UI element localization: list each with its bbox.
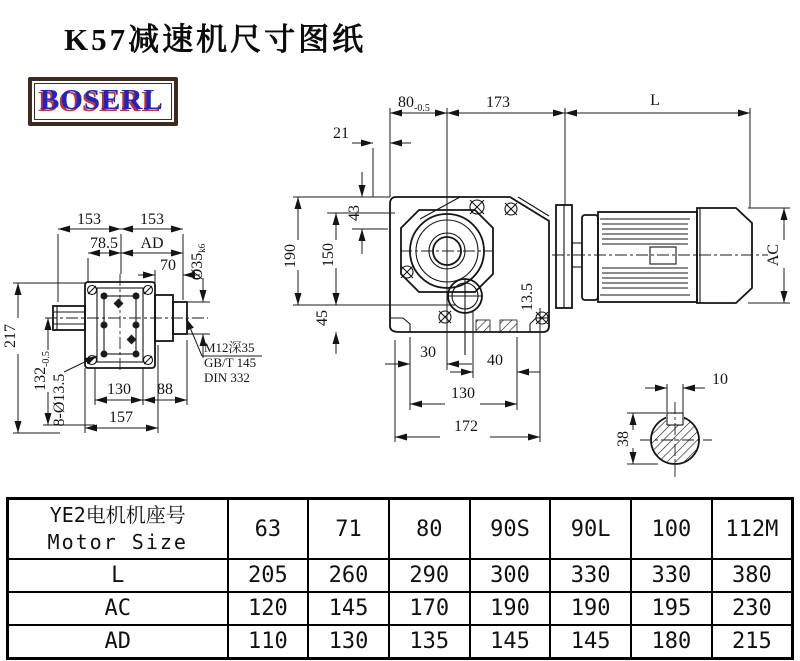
table-cell: 330 [631,559,712,592]
table-header-motor-size [8,499,228,560]
dim-40: 40 [487,352,503,369]
dim-80: $80_{-0.5}$ [398,94,430,114]
dim-AC: AC [765,243,782,267]
row-label: L [8,559,228,592]
table-cell: 195 [631,592,712,625]
table-header-cn: YE2电机机座号 [49,503,186,527]
left-view-dim-labels [2,211,256,426]
dim-holes: 8-Ø13.5 [51,373,68,427]
table-header-row [8,499,793,560]
table-cell: 205 [228,559,309,592]
table-cell: 300 [470,559,551,592]
motor-size-table [6,497,794,660]
page-title: K57减速机尺寸图纸 [64,22,367,57]
dim-130: 130 [451,385,475,402]
table-row-L [8,559,793,592]
table-cell: 135 [389,625,470,659]
fan-cover [697,208,752,303]
table-cell: 130 [308,625,389,659]
front-view-dimensions [293,108,790,442]
dim-43: 43 [346,205,363,221]
table-cell: 260 [308,559,389,592]
table-cell: 110 [228,625,309,659]
motor [552,205,768,308]
dim-shaft-diameter: Ø35k6 [189,243,207,281]
dim-88: 88 [157,381,173,398]
note-standard-gbt: GB/T 145 [204,355,257,370]
dim-217: 217 [2,324,19,348]
column-header: 90L [550,499,631,560]
table-row-AD [8,625,793,659]
left-view [45,274,208,372]
table-cell: 170 [389,592,470,625]
table-cell: 290 [389,559,470,592]
note-standard-din: DIN 332 [204,370,250,385]
dim-190: 190 [282,244,299,268]
dim-38: 38 [615,431,632,447]
column-header: 63 [228,499,309,560]
table-cell: 190 [470,592,551,625]
dim-key-width-10: 10 [712,371,728,388]
dim-AD: AD [140,235,164,252]
dim-132: $132_{-0.5}$ [32,351,52,391]
column-header: 71 [308,499,389,560]
table-header-en: Motor Size [47,530,188,554]
column-header: 100 [631,499,712,560]
dim-172: 172 [454,418,478,435]
table-cell: 120 [228,592,309,625]
table-cell: 230 [712,592,793,625]
dim-30: 30 [420,344,436,361]
dim-45: 45 [314,310,331,326]
column-header: 90S [470,499,551,560]
front-view [390,197,549,355]
row-label: AD [8,625,228,659]
dim-153-right: 153 [140,211,164,228]
dim-130-left-view: 130 [107,381,131,398]
motor-fins [602,224,688,288]
dim-13-5: 13.5 [519,283,536,311]
table-row-AC [8,592,793,625]
brand-logo-text: BOSERL [40,84,164,116]
table-cell: 145 [470,625,551,659]
column-header: 80 [389,499,470,560]
dim-157: 157 [109,409,133,426]
dim-21: 21 [333,125,349,142]
table-cell: 380 [712,559,793,592]
dim-70: 70 [160,257,176,274]
column-header: 112M [712,499,793,560]
dim-153-left: 153 [77,211,101,228]
dim-L: L [650,92,660,109]
dim-150: 150 [320,243,337,267]
table-cell: 180 [631,625,712,659]
table-cell: 190 [550,592,631,625]
table-cell: 145 [308,592,389,625]
dim-78-5: 78.5 [90,235,118,252]
row-label: AC [8,592,228,625]
table-cell: 145 [550,625,631,659]
note-thread: M12深35 [204,340,255,355]
table-cell: 330 [550,559,631,592]
dim-173: 173 [486,94,510,111]
table-cell: 215 [712,625,793,659]
